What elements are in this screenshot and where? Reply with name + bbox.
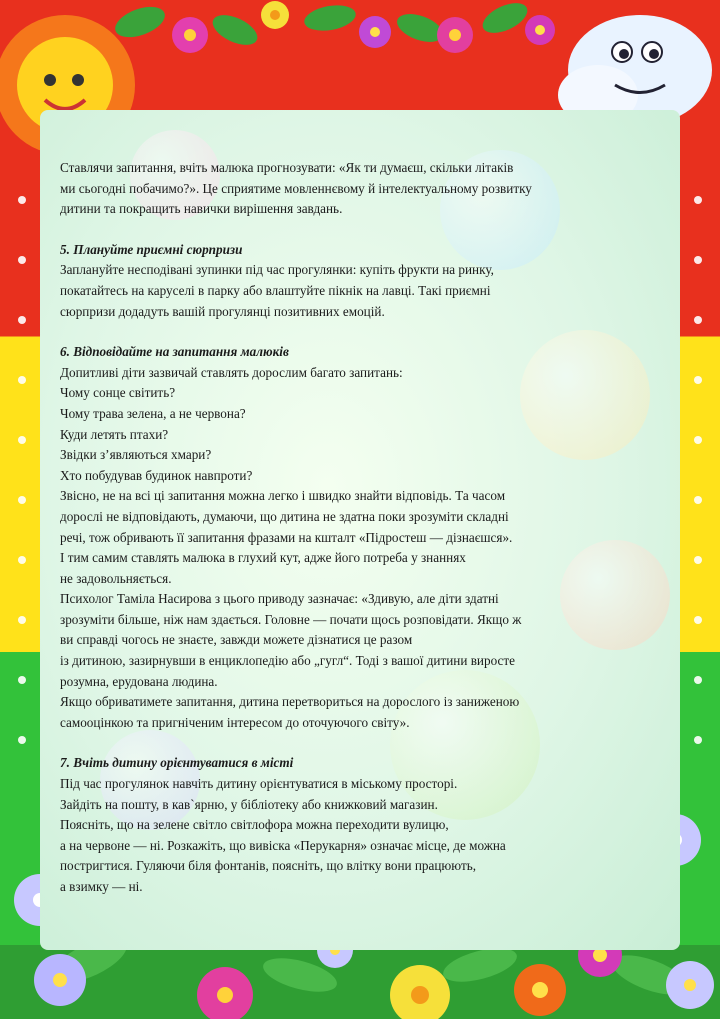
text-line: Звісно, не на всі ці запитання можна легко і швидко знайти відповідь. Та часом: [60, 488, 506, 504]
text-line: розумна, ерудована людина.: [60, 673, 218, 689]
article-text: [60, 158, 670, 898]
text-line: самооцінкою та пригніченим інтересом до оточуючого світу».: [60, 714, 410, 730]
text-line: Поясніть, що на зелене світло світлофора можна переходити вулицю,: [60, 817, 449, 833]
text-line: І тим самим ставлять малюка в глухий кут, адже його потреба у знаннях: [60, 550, 466, 566]
text-line: а на червоне — ні. Розкажіть, що вивіска «Перукарня» означає місце, де можна: [60, 837, 506, 853]
text-line: покатайтесь на каруселі в парку або влаштуйте пікнік на лавці. Такі приємні: [60, 282, 491, 298]
text-line: сюрпризи додадуть вашій прогулянці позитивних емоцій.: [60, 303, 385, 319]
paragraph-gap: [60, 733, 670, 753]
text-line: речі, тож обривають її запитання фразами на кшталт «Підростеш — дізнаєшся».: [60, 529, 513, 545]
section-heading: 5. Плануйте приємні сюрпризи: [60, 241, 243, 257]
text-line: Куди летять птахи?: [60, 426, 169, 442]
text-line: Чому сонце світить?: [60, 385, 176, 401]
text-line: Ставлячи запитання, вчіть малюка прогнозувати: «Як ти думаєш, скільки літаків: [60, 160, 514, 175]
paragraph-gap: [60, 220, 670, 240]
text-line: дитини та покращить навички вирішення завдань.: [60, 201, 343, 217]
text-line: ми сьогодні побачимо?». Це сприятиме мовленнєвому й інтелектуальному розвитку: [60, 180, 532, 196]
cloud-icon: [558, 15, 712, 125]
text-line: Психолог Таміла Насирова з цього приводу зазначає: «Здивую, але діти здатні: [60, 591, 499, 607]
section-heading: 7. Вчіть дитину орієнтуватися в місті: [60, 755, 294, 771]
text-line: постригтися. Гуляючи біля фонтанів, поясніть, що влітку вони працюють,: [60, 858, 477, 874]
text-line: Зайдіть на пошту, в кав`ярню, у бібліотеку або книжковий магазин.: [60, 796, 438, 812]
text-line: Якщо обриватимете запитання, дитина перетвориться на дорослого із заниженою: [60, 694, 520, 710]
text-line: зрозуміти більше, ніж нам здається. Головне — почати щось розповідати. Якщо ж: [60, 611, 522, 627]
paragraph-gap: [60, 322, 670, 342]
text-line: Чому трава зелена, а не червона?: [60, 405, 246, 421]
text-line: ви справді чогось не знаєте, завжди можете дізнатися це разом: [60, 632, 413, 648]
text-line: Хто побудував будинок навпроти?: [60, 467, 253, 483]
text-line: Допитливі діти зазвичай ставлять дорослим багато запитань:: [60, 364, 403, 380]
text-line: не задовольняється.: [60, 570, 172, 586]
text-line: а взимку — ні.: [60, 879, 143, 894]
text-line: із дитиною, зазирнувши в енциклопедію або „гугл“. Тоді з вашої дитини виросте: [60, 653, 515, 669]
text-line: Заплануйте несподівані зупинки під час прогулянки: купіть фрукти на ринку,: [60, 262, 494, 278]
text-line: Звідки з’являються хмари?: [60, 447, 212, 463]
text-line: дорослі не відповідають, думаючи, що дитина не здатна поки зрозуміти складні: [60, 508, 509, 524]
text-line: Під час прогулянок навчіть дитину орієнтуватися в міському просторі.: [60, 776, 458, 792]
section-heading: 6. Відповідайте на запитання малюків: [60, 344, 289, 360]
